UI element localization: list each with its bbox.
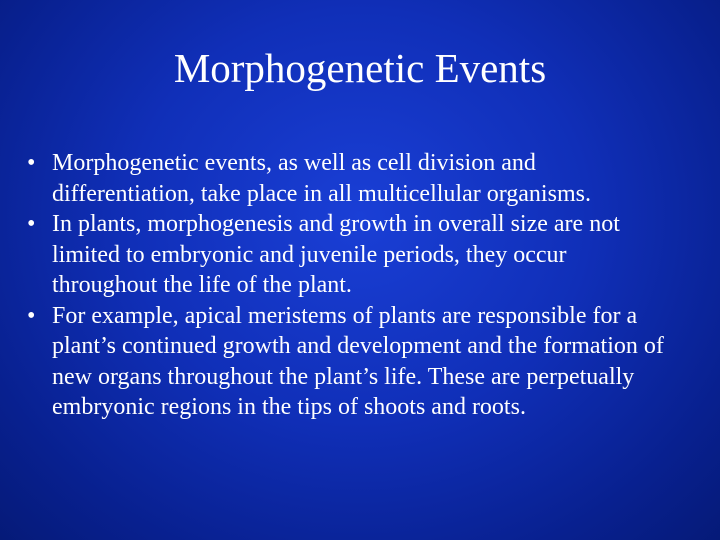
bullet-item xyxy=(24,301,664,423)
bullet-list xyxy=(24,148,664,423)
bullet-text: For example, apical meristems of plants are responsible for a plant’s continued growth and development and the formation of new organs throughout the plant’s life. These are perpetually embryonic regions in the tips of shoots and roots. xyxy=(52,302,664,420)
bullet-item xyxy=(24,148,664,209)
bullet-item xyxy=(24,209,664,301)
slide-title: Morphogenetic Events xyxy=(173,45,547,91)
bullet-marker: • xyxy=(27,150,36,176)
bullet-marker: • xyxy=(27,211,36,237)
bullet-text: Morphogenetic events, as well as cell division and differentiation, take place in all multicellular organisms. xyxy=(52,150,591,207)
bullet-text: In plants, morphogenesis and growth in overall size are not limited to embryonic and juvenile periods, they occur throughout the life of the plant. xyxy=(52,211,620,298)
bullet-marker: • xyxy=(27,302,36,329)
